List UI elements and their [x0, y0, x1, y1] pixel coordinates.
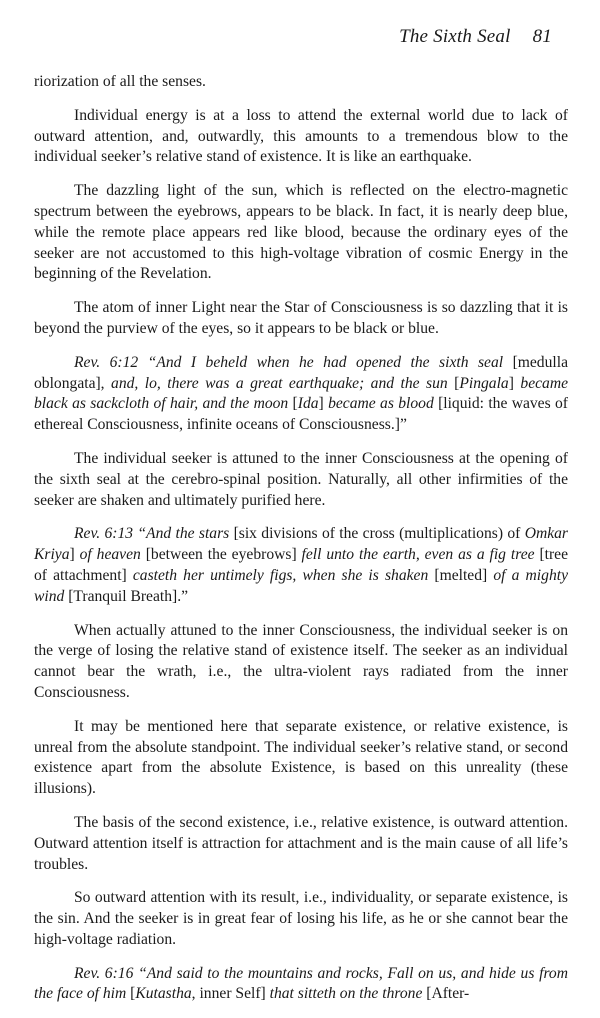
paragraph: It may be mentioned here that separate existence, or relative existence, is unreal from the absolute standpoint. The individual seeker’s relative stand, or second existence apart from the absolute Existence, is based on this unreality (these illusions). — [34, 717, 568, 798]
page-number: 81 — [532, 26, 552, 47]
paragraph: The dazzling light of the sun, which is reflected on the electro-magnetic spectrum between the eyebrows, appears to be black. In fact, it is nearly deep blue, while the remote place appears red like blood, because the ordinary eyes of the seeker are not accustomed to this high-voltage vibration of cosmic Energy in the beginning of the Revelation. — [34, 182, 568, 283]
scripture-quote: Rev. 6:13 “And the stars [six divisions of the cross (multiplications) of Omkar Kriya] of heaven [between the eyebrows] fell unto the earth, even as a fig tree [tree of attachment] casteth her untimely figs, when she is shaken [melted] of a mighty wind [Tranquil Breath].” — [34, 525, 569, 605]
running-header — [399, 26, 552, 48]
paragraph: So outward attention with its result, i.e., individuality, or separate existence, is the sin. And the seeker is in great fear of losing his life, as he or she cannot bear the high-voltage radiation. — [34, 889, 568, 948]
paragraph: The atom of inner Light near the Star of Consciousness is so dazzling that it is beyond the purview of the eyes, so it appears to be black or blue. — [34, 299, 568, 337]
scripture-quote: Rev. 6:12 “And I beheld when he had opened the sixth seal [medulla oblongata], and, lo, there was a great earthquake; and the sun [Pingala] became black as sackcloth of hair, and the moon [Ida] became as blood [liquid: the waves of ethereal Consciousness, infinite oceans of Consciousness.]” — [34, 353, 569, 434]
paragraph: Individual energy is at a loss to attend the external world due to lack of outward attention, and, outwardly, this amounts to a tremendous blow to the individual seeker’s relative stand of existence. It is like an earthquake. — [34, 106, 568, 166]
body-text — [34, 72, 568, 1018]
paragraph: When actually attuned to the inner Consciousness, the individual seeker is on the verge of losing the relative stand of existence itself. The seeker as an individual cannot bear the wrath, i.e., the ultra-violent rays radiated from the inner Consciousness. — [34, 621, 568, 701]
scripture-quote: Rev. 6:16 “And said to the mountains and rocks, Fall on us, and hide us from the face of him [Kutastha, inner Self] that sitteth on the throne [After- — [34, 964, 568, 1003]
paragraph: riorization of all the senses. — [34, 73, 206, 90]
chapter-title: The Sixth Seal — [399, 26, 511, 47]
paragraph: The individual seeker is attuned to the inner Consciousness at the opening of the sixth seal at the cerebro-spinal position. Naturally, all other infirmities of the seeker are shaken and ultimately purified here. — [34, 449, 568, 509]
paragraph: The basis of the second existence, i.e., relative existence, is outward attention. Outward attention itself is attraction for attachment and is the main cause of all life’s troubles. — [34, 813, 568, 873]
